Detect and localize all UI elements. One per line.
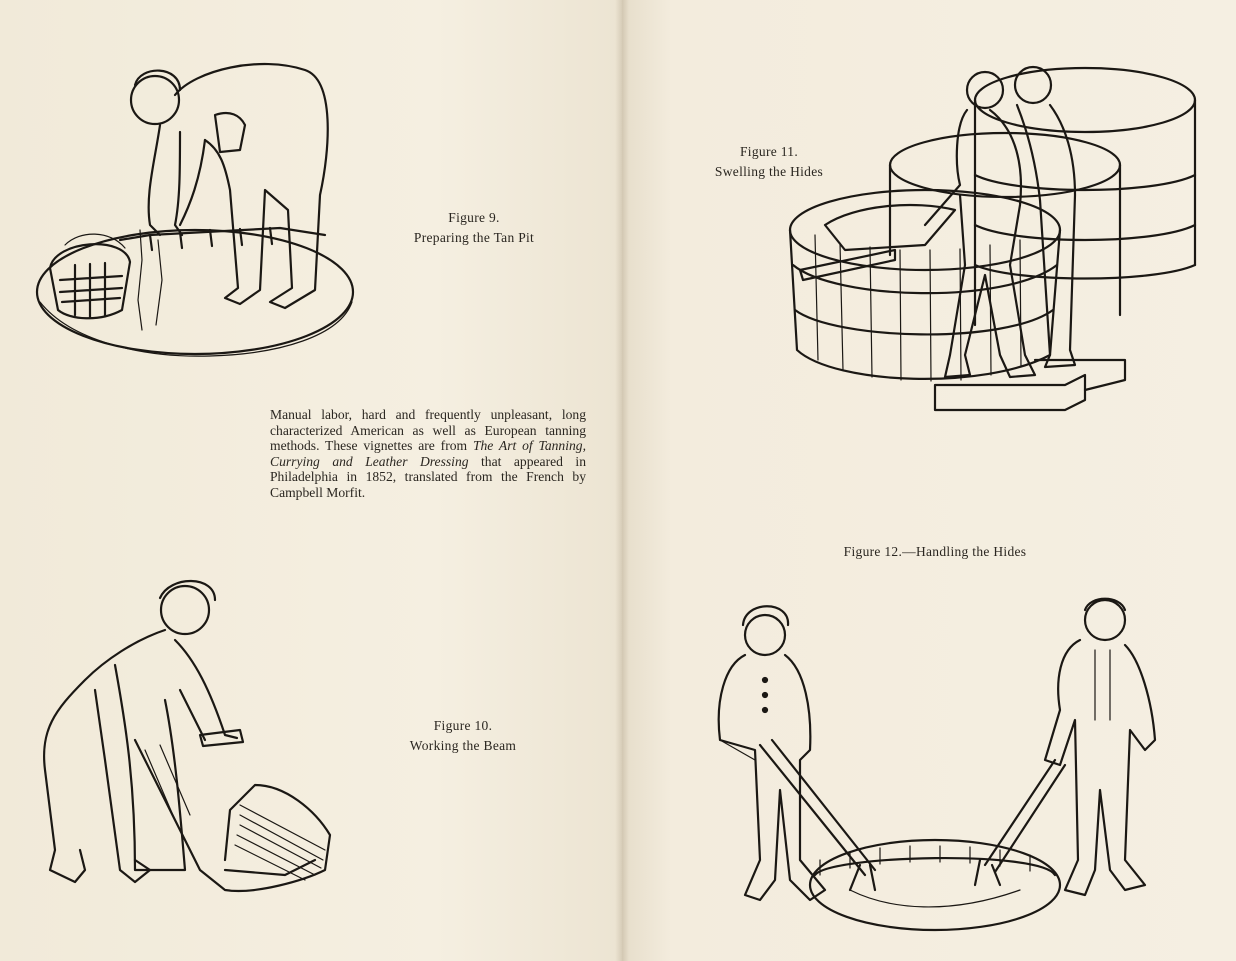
figure-10-caption xyxy=(383,716,543,756)
figure-10-title: Working the Beam xyxy=(409,738,517,753)
figure-11-title: Swelling the Hides xyxy=(714,164,824,179)
figure-12-illustration xyxy=(700,590,1170,945)
book-title: The Art of Tanning, Currying and Leather Dressing xyxy=(270,438,586,469)
figure-11-number: Figure 11. xyxy=(740,144,798,159)
figure-11-illustration xyxy=(785,55,1205,425)
body-text-part2: that appeared in Philadelphia in 1852, translated from the French by Campbell Morfit. xyxy=(270,453,586,500)
figure-9-title: Preparing the Tan Pit xyxy=(413,230,535,245)
body-paragraph xyxy=(270,407,586,500)
figure-12-caption-text: Figure 12.—Handling the Hides xyxy=(843,544,1027,559)
body-text-part1: Manual labor, hard and frequently unpleasant, long characterized American as well as European tanning methods. These vignettes are from xyxy=(270,407,586,453)
figure-12-caption xyxy=(800,542,1070,562)
figure-10-illustration xyxy=(25,570,345,900)
figure-9-caption xyxy=(384,208,564,248)
figure-10-number: Figure 10. xyxy=(433,718,493,733)
book-gutter xyxy=(615,0,629,961)
figure-9-number: Figure 9. xyxy=(448,210,500,225)
figure-9-illustration xyxy=(30,40,390,365)
